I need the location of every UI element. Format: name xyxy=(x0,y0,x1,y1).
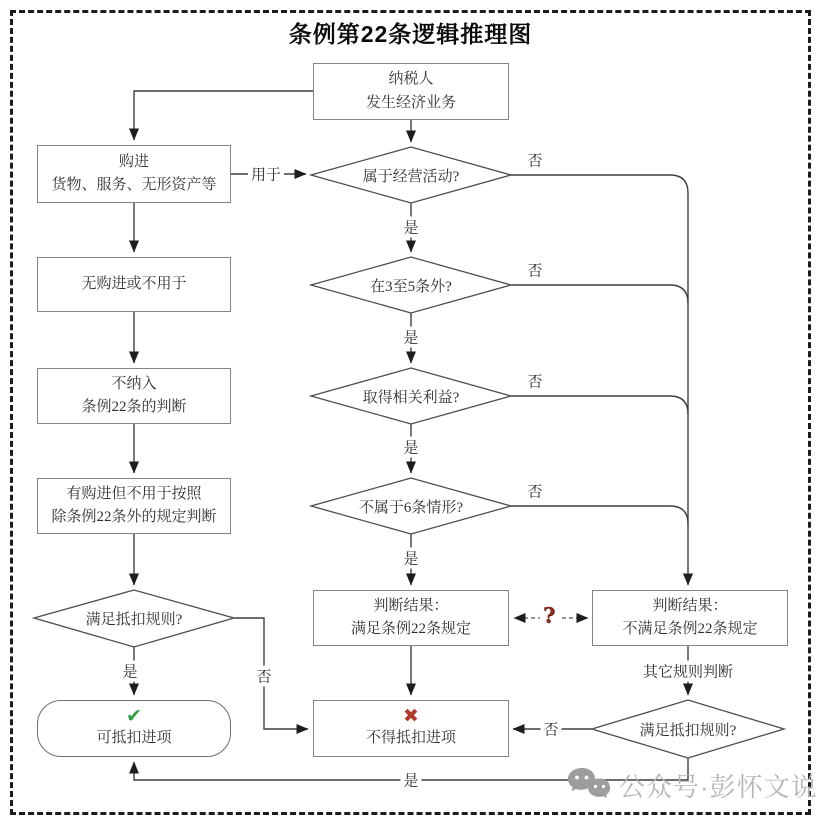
diamond-business-activity: 属于经营活动? xyxy=(362,168,460,185)
result-not-satisfy-line1: 判断结果： xyxy=(652,597,728,614)
purchase-box xyxy=(37,145,231,203)
not-deductible-label: 不得抵扣进项 xyxy=(365,730,456,747)
cross-icon: ✖ xyxy=(403,705,419,728)
label-no-left-branch: 否 xyxy=(253,666,274,687)
label-no-3: 否 xyxy=(524,371,545,392)
question-icon: ? xyxy=(540,603,558,628)
label-yes-4: 是 xyxy=(400,548,421,569)
diamond-not-article6: 不属于6条情形? xyxy=(358,499,464,516)
result-satisfy-line1: 判断结果： xyxy=(373,597,449,614)
edge-d3-no xyxy=(511,396,688,414)
edge-d4-no xyxy=(511,506,688,524)
label-no-right: 否 xyxy=(540,719,561,740)
edge-d1-no xyxy=(511,175,688,193)
no-purchase-line1: 无购进或不用于 xyxy=(81,275,187,292)
page-title: 条例第22条逻辑推理图 xyxy=(288,21,533,47)
diamond-outside-3to5: 在3至5条外? xyxy=(370,278,452,295)
result-satisfy-line2: 满足条例22条规定 xyxy=(350,621,471,637)
purchase-not-used-line1: 有购进但不用于按照 xyxy=(66,485,202,502)
not-deductible-box xyxy=(313,700,509,757)
result-satisfy-box xyxy=(313,590,509,646)
no-purchase-box xyxy=(37,257,231,312)
purchase-not-used-line2: 除条例22条外的规定判断 xyxy=(51,509,217,525)
check-icon: ✔ xyxy=(126,705,142,728)
label-no-4: 否 xyxy=(524,481,545,502)
result-not-satisfy-line2: 不满足条例22条规定 xyxy=(622,621,758,637)
taxpayer-line2: 发生经济业务 xyxy=(365,94,456,111)
edge-d2-no xyxy=(511,285,688,303)
watermark-text: 公众号·彭怀文说 xyxy=(619,771,818,802)
label-no-2: 否 xyxy=(524,260,545,281)
edge-taxpayer-to-purchase xyxy=(134,91,313,140)
not-included-line2: 条例22条的判断 xyxy=(81,399,187,415)
label-yes-1: 是 xyxy=(400,217,421,238)
result-not-satisfy-box xyxy=(592,590,788,646)
purchase-line2: 货物、服务、无形资产等 xyxy=(51,177,217,193)
diamond-deduction-left: 满足抵扣规则? xyxy=(85,612,183,628)
not-included-box xyxy=(37,368,231,424)
taxpayer-line1: 纳税人 xyxy=(388,71,434,88)
label-used-for: 用于 xyxy=(248,164,284,185)
label-yes-left: 是 xyxy=(119,661,140,682)
label-no-1: 否 xyxy=(524,150,545,171)
watermark xyxy=(566,766,818,804)
label-yes-2: 是 xyxy=(400,327,421,348)
label-yes-bottom: 是 xyxy=(400,770,421,791)
label-yes-3: 是 xyxy=(400,437,421,458)
diamond-deduction-right: 满足抵扣规则? xyxy=(639,722,737,739)
diamond-related-benefit: 取得相关利益? xyxy=(362,389,460,406)
deductible-label: 可抵扣进项 xyxy=(96,730,172,747)
not-included-line1: 不纳入 xyxy=(111,375,157,392)
deductible-box xyxy=(37,700,231,757)
purchase-line1: 购进 xyxy=(118,153,149,170)
taxpayer-box xyxy=(313,63,509,120)
purchase-not-used-box xyxy=(37,478,231,534)
wechat-icon xyxy=(566,766,612,804)
label-other-rules: 其它规则判断 xyxy=(640,661,736,682)
